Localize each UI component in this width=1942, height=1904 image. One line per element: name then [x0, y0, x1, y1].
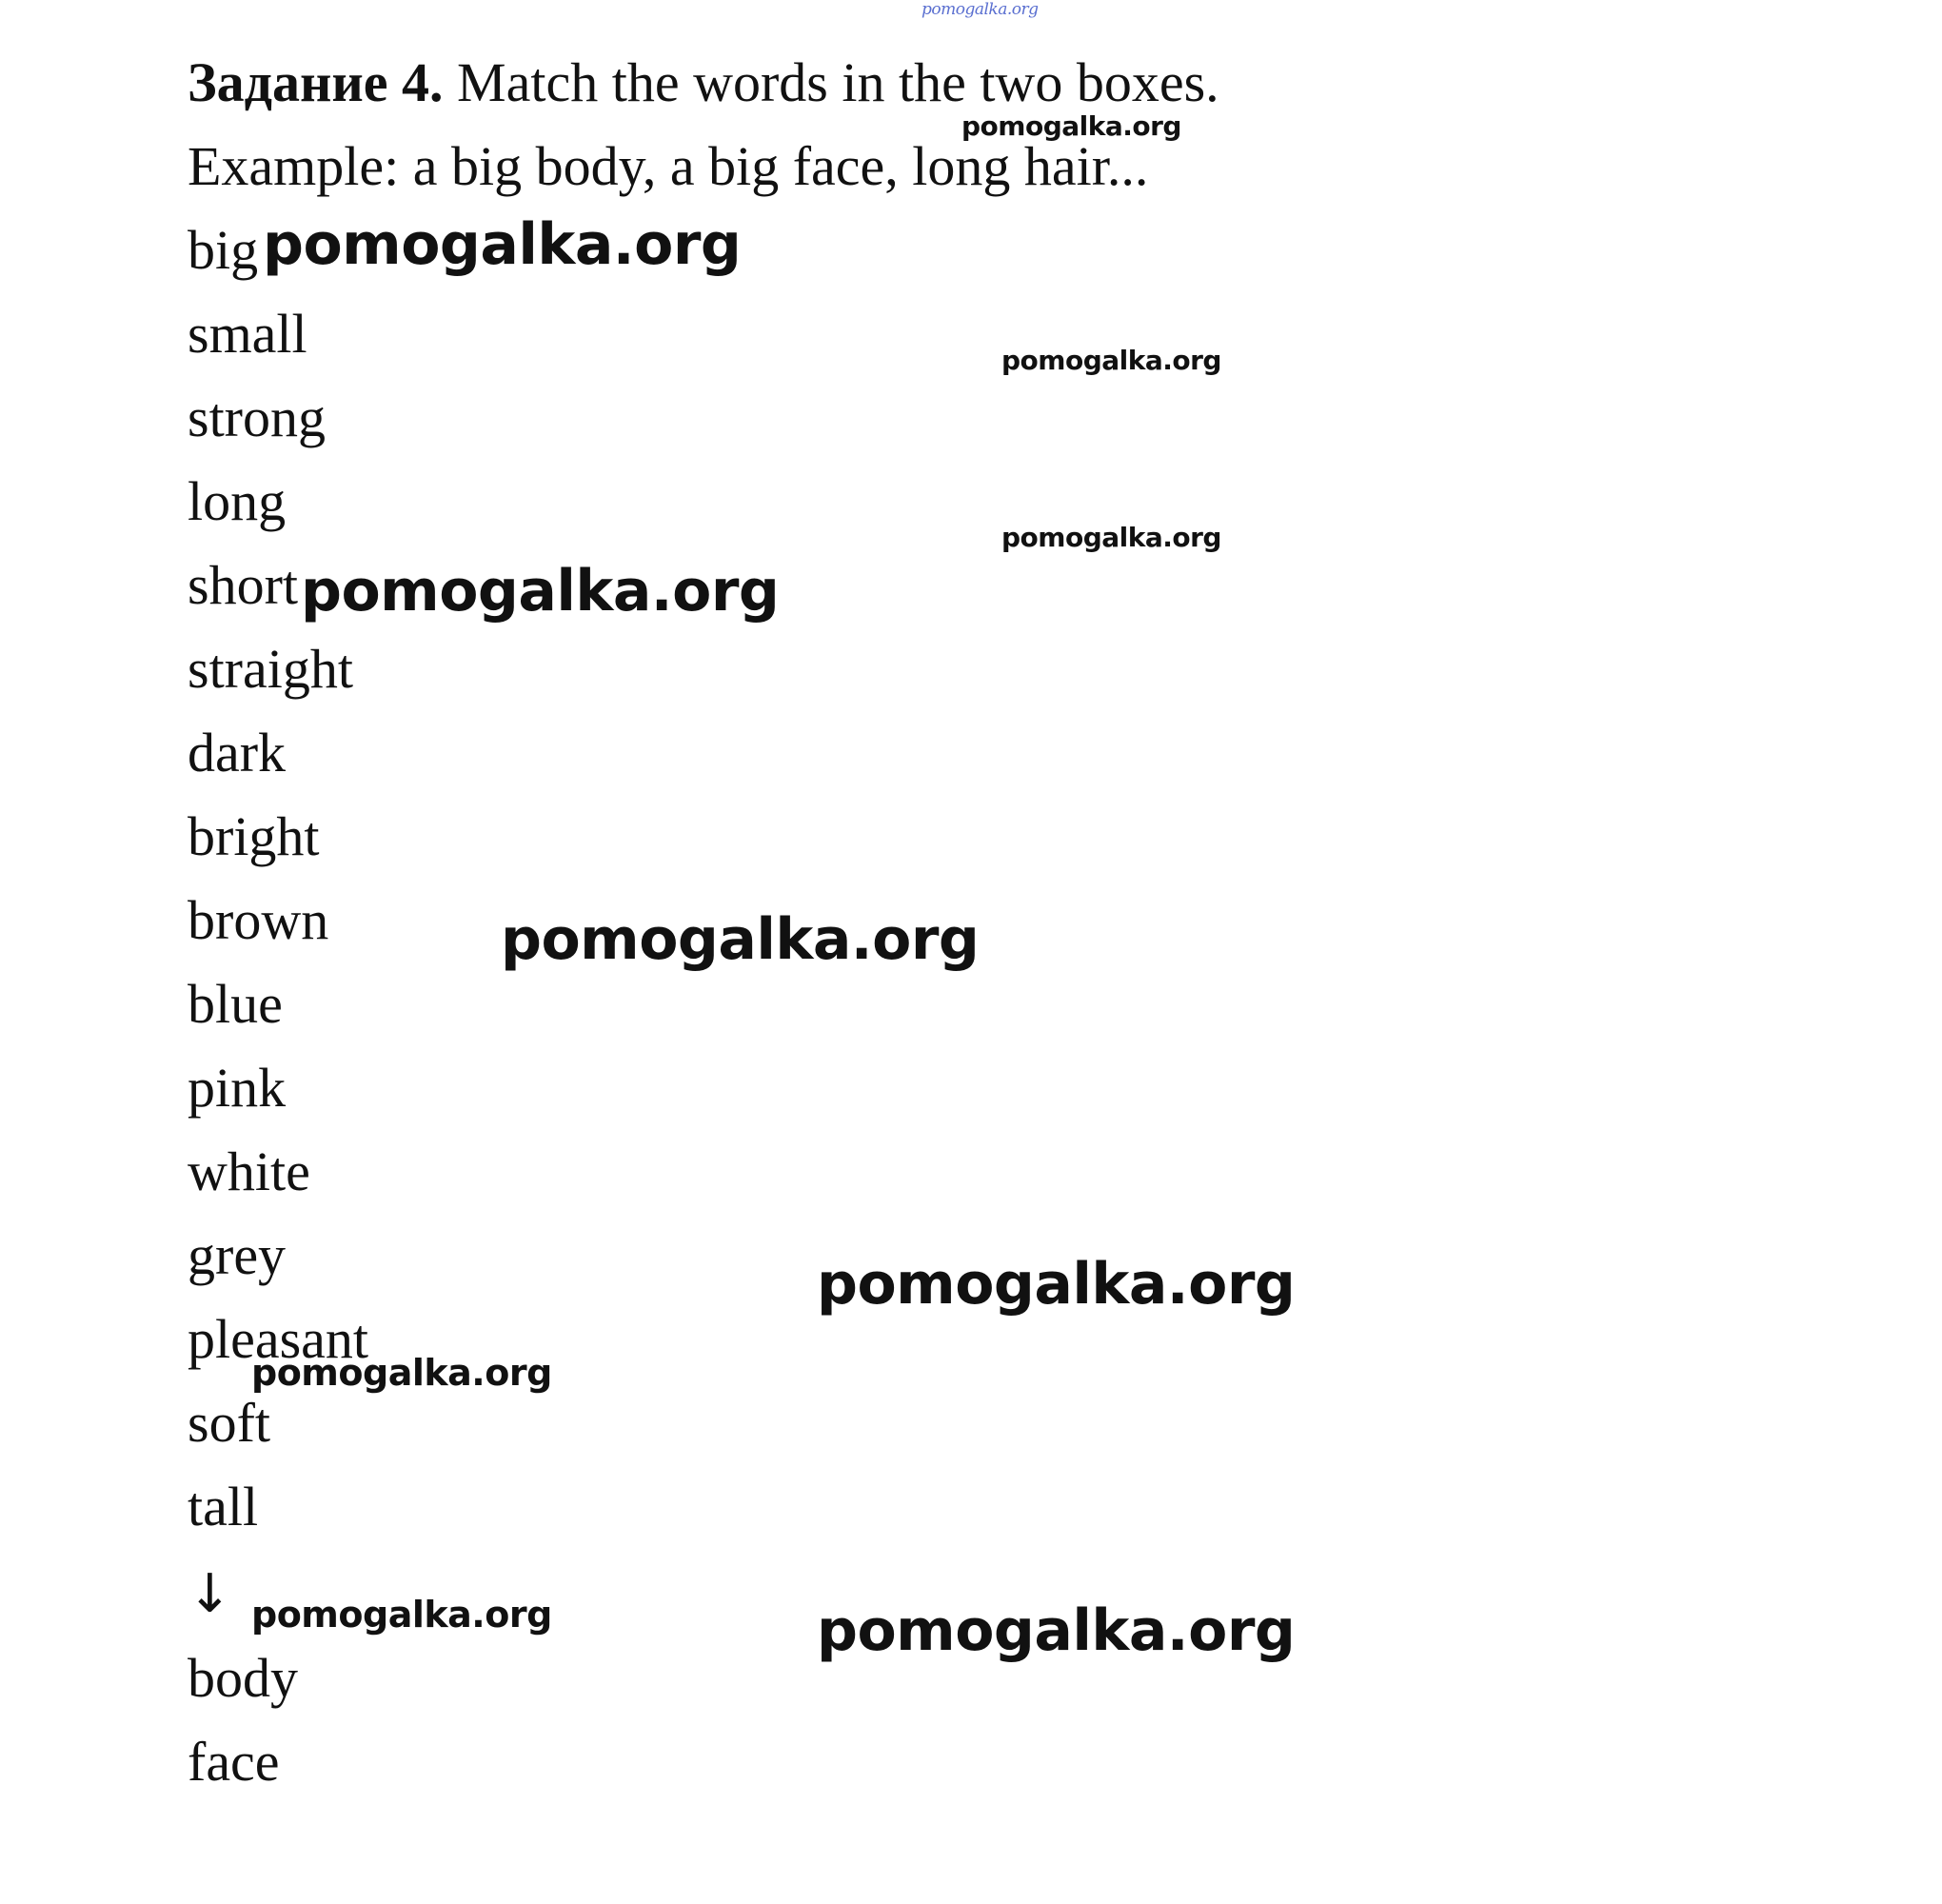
list-item: strong [188, 387, 326, 448]
task-heading [188, 50, 1219, 116]
list-item: soft [188, 1392, 270, 1454]
list-item: brown [188, 889, 329, 951]
list-item: blue [188, 973, 283, 1035]
task-label: Задание 4. [188, 51, 444, 113]
watermark: pomogalka.org [301, 558, 780, 625]
watermark: pomogalka.org [251, 1352, 552, 1394]
watermark: pomogalka.org [1001, 522, 1221, 553]
example-text: Example: a big body, a big face, long hair... [188, 135, 1149, 197]
list-item: small [188, 303, 307, 365]
list-item: tall [188, 1476, 259, 1537]
list-item: pleasant [188, 1308, 369, 1370]
watermark: pomogalka.org [501, 906, 980, 973]
watermark: pomogalka.org [961, 110, 1181, 142]
list-item: white [188, 1140, 310, 1202]
task-instruction: Match the words in the two boxes. [457, 51, 1219, 113]
list-item: big [188, 219, 259, 281]
list-item: grey [188, 1224, 287, 1286]
watermark: pomogalka.org [817, 1597, 1296, 1664]
watermark: pomogalka.org [1001, 345, 1221, 376]
list-item: dark [188, 722, 287, 783]
watermark: pomogalka.org [263, 211, 742, 278]
list-item: long [188, 470, 287, 532]
list-item: pink [188, 1057, 287, 1119]
list-item: bright [188, 805, 320, 867]
watermark: pomogalka.org [817, 1251, 1296, 1318]
watermark-top: pomogalka.org [921, 0, 1039, 19]
down-arrow-icon: ↓ [188, 1563, 232, 1625]
list-item: body [188, 1647, 298, 1709]
list-item: short [188, 554, 298, 616]
list-item: face [188, 1731, 280, 1793]
noun-list [188, 1645, 298, 1813]
list-item: straight [188, 638, 353, 700]
watermark: pomogalka.org [251, 1594, 552, 1636]
